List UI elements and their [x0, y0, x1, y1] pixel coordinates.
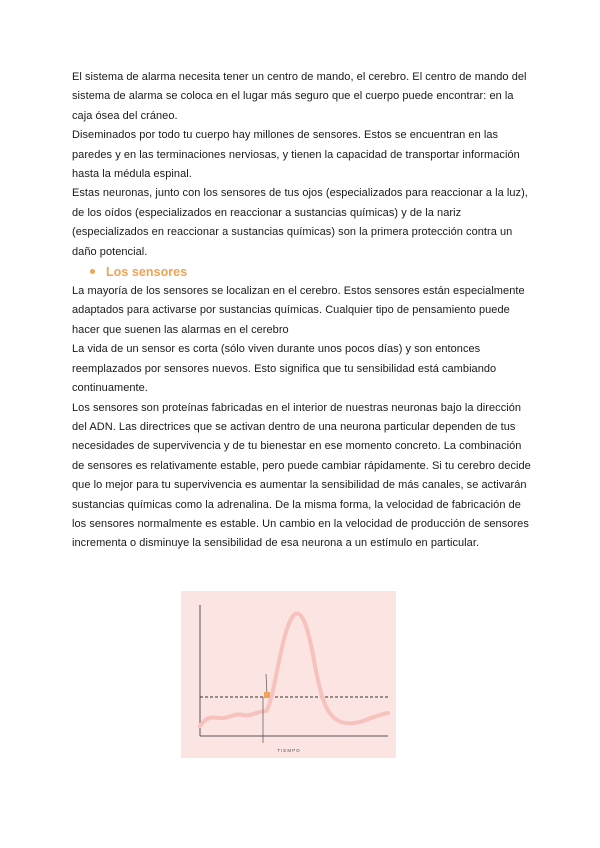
paragraph: La mayoría de los sensores se localizan en el cerebro. Estos sensores están especialmente adaptados para activarse por sustancias químicas. Cualquier tipo de pensamiento puede hacer que suenen las alarmas en el cerebro	[72, 285, 525, 336]
figure-panel	[181, 591, 396, 758]
sensitivity-figure	[181, 591, 396, 758]
x-axis-label: TIEMPO	[277, 748, 301, 753]
body-text	[72, 68, 532, 554]
paragraph: El sistema de alarma necesita tener un centro de mando, el cerebro. El centro de mando del sistema de alarma se coloca en el lugar más seguro que el cuerpo puede encontrar: en la caja ósea del cráneo.	[72, 71, 527, 122]
paragraph: Estas neuronas, junto con los sensores de tus ojos (especializados para reaccionar a la luz), de los oídos (especializados en reaccionar a sustancias químicas) y de la nariz (especializados en reaccionar a sustancias químicas) son la primera protección contra un daño potencial.	[72, 187, 528, 258]
threshold-marker	[264, 692, 270, 698]
paragraph: Los sensores son proteínas fabricadas en el interior de nuestras neuronas bajo la dirección del ADN. Las directrices que se activan dentro de una neurona particular dependen de tus necesidades de supervivencia y de tu bienestar en ese momento concreto. La combinación de sensores es relativamente estable, pero puede cambiar rápidamente. Si tu cerebro decide que lo mejor para tu supervivencia es aumentar la sensibilidad de más canales, se activarán sustancias químicas como la adrenalina. De la misma forma, la velocidad de fabricación de los sensores normalmente es estable. Un cambio en la velocidad de producción de sensores incrementa o disminuye la sensibilidad de esa neurona a un estímulo en particular.	[72, 401, 531, 550]
bullet-icon	[90, 269, 95, 274]
paragraph: La vida de un sensor es corta (sólo viven durante unos pocos días) y son entonces reemplazados por sensores nuevos. Esto significa que tu sensibilidad está cambiando continuamente.	[72, 343, 497, 395]
paragraph: Diseminados por todo tu cuerpo hay millones de sensores. Estos se encuentran en las paredes y en las terminaciones nerviosas, y tienen la capacidad de transportar información hasta la médula espinal.	[72, 129, 520, 181]
figure-graphic	[181, 591, 396, 758]
section-heading-text: Los sensores	[106, 265, 188, 280]
section-heading	[72, 262, 532, 282]
